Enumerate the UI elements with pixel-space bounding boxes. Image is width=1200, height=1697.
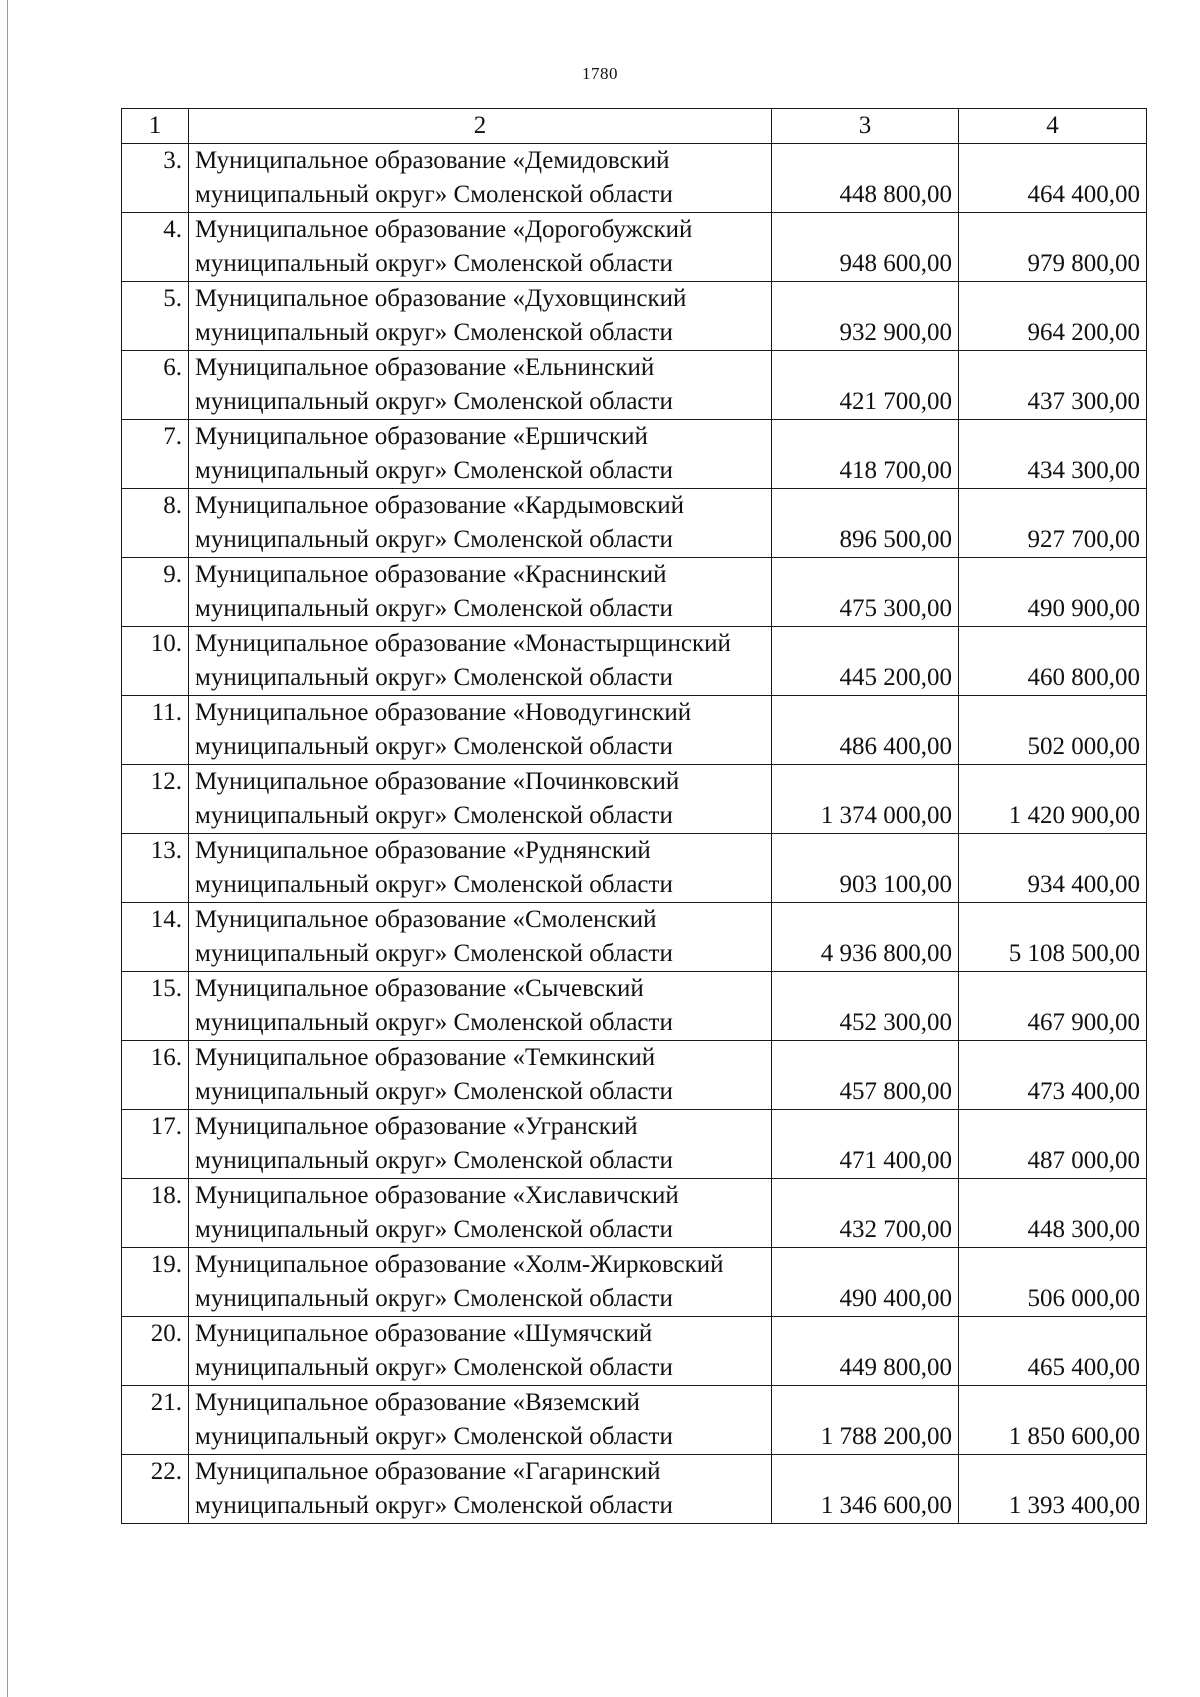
municipality-name-cell: Муниципальное образование «Шумячский муниципальный округ» Смоленской области (189, 1317, 772, 1386)
amount-col3-cell: 452 300,00 (772, 972, 959, 1041)
amount-col4-cell: 434 300,00 (959, 420, 1147, 489)
amount-col3-cell: 948 600,00 (772, 213, 959, 282)
municipality-name-cell: Муниципальное образование «Дорогобужский муниципальный округ» Смоленской области (189, 213, 772, 282)
amount-col4-cell: 979 800,00 (959, 213, 1147, 282)
row-number-cell: 13. (122, 834, 189, 903)
amount-col4-cell: 506 000,00 (959, 1248, 1147, 1317)
row-number-cell: 21. (122, 1386, 189, 1455)
municipality-name-cell: Муниципальное образование «Кардымовский муниципальный округ» Смоленской области (189, 489, 772, 558)
table-row (122, 1455, 1147, 1524)
row-number-cell: 12. (122, 765, 189, 834)
amount-col4-cell: 467 900,00 (959, 972, 1147, 1041)
table-row (122, 972, 1147, 1041)
municipality-name-cell: Муниципальное образование «Угранский муниципальный округ» Смоленской области (189, 1110, 772, 1179)
table-row (122, 489, 1147, 558)
table-row (122, 351, 1147, 420)
table-row (122, 1179, 1147, 1248)
row-number-cell: 4. (122, 213, 189, 282)
amount-col4-cell: 448 300,00 (959, 1179, 1147, 1248)
amount-col3-cell: 448 800,00 (772, 144, 959, 213)
amount-col4-cell: 437 300,00 (959, 351, 1147, 420)
amount-col3-cell: 418 700,00 (772, 420, 959, 489)
table-row (122, 1386, 1147, 1455)
municipality-name-cell: Муниципальное образование «Темкинский муниципальный округ» Смоленской области (189, 1041, 772, 1110)
row-number-cell: 14. (122, 903, 189, 972)
amount-col3-cell: 1 788 200,00 (772, 1386, 959, 1455)
amount-col3-cell: 457 800,00 (772, 1041, 959, 1110)
header-col-2: 2 (189, 109, 772, 144)
row-number-cell: 20. (122, 1317, 189, 1386)
municipality-name-cell: Муниципальное образование «Ершичский муниципальный округ» Смоленской области (189, 420, 772, 489)
amount-col3-cell: 449 800,00 (772, 1317, 959, 1386)
amount-col4-cell: 465 400,00 (959, 1317, 1147, 1386)
allocation-table (121, 108, 1147, 1524)
amount-col4-cell: 1 850 600,00 (959, 1386, 1147, 1455)
row-number-cell: 8. (122, 489, 189, 558)
row-number-cell: 9. (122, 558, 189, 627)
municipality-name-cell: Муниципальное образование «Холм-Жирковский муниципальный округ» Смоленской области (189, 1248, 772, 1317)
page-number: 1780 (582, 64, 618, 83)
table-body (122, 144, 1147, 1524)
amount-col3-cell: 4 936 800,00 (772, 903, 959, 972)
table-row (122, 213, 1147, 282)
table-row (122, 558, 1147, 627)
municipality-name-cell: Муниципальное образование «Новодугинский муниципальный округ» Смоленской области (189, 696, 772, 765)
amount-col4-cell: 460 800,00 (959, 627, 1147, 696)
amount-col4-cell: 1 420 900,00 (959, 765, 1147, 834)
row-number-cell: 17. (122, 1110, 189, 1179)
header-col-3: 3 (772, 109, 959, 144)
municipality-name-cell: Муниципальное образование «Духовщинский муниципальный округ» Смоленской области (189, 282, 772, 351)
table-row (122, 627, 1147, 696)
row-number-cell: 16. (122, 1041, 189, 1110)
amount-col4-cell: 927 700,00 (959, 489, 1147, 558)
amount-col3-cell: 1 374 000,00 (772, 765, 959, 834)
municipality-name-cell: Муниципальное образование «Руднянский муниципальный округ» Смоленской области (189, 834, 772, 903)
row-number-cell: 19. (122, 1248, 189, 1317)
amount-col3-cell: 1 346 600,00 (772, 1455, 959, 1524)
amount-col3-cell: 490 400,00 (772, 1248, 959, 1317)
row-number-cell: 22. (122, 1455, 189, 1524)
amount-col4-cell: 1 393 400,00 (959, 1455, 1147, 1524)
row-number-cell: 6. (122, 351, 189, 420)
table-row (122, 834, 1147, 903)
amount-col4-cell: 964 200,00 (959, 282, 1147, 351)
municipality-name-cell: Муниципальное образование «Хиславичский муниципальный округ» Смоленской области (189, 1179, 772, 1248)
row-number-cell: 10. (122, 627, 189, 696)
amount-col3-cell: 486 400,00 (772, 696, 959, 765)
table-row (122, 765, 1147, 834)
amount-col4-cell: 934 400,00 (959, 834, 1147, 903)
header-col-1: 1 (122, 109, 189, 144)
row-number-cell: 3. (122, 144, 189, 213)
amount-col3-cell: 421 700,00 (772, 351, 959, 420)
row-number-cell: 7. (122, 420, 189, 489)
municipality-name-cell: Муниципальное образование «Ельнинский муниципальный округ» Смоленской области (189, 351, 772, 420)
table-row (122, 1041, 1147, 1110)
amount-col4-cell: 473 400,00 (959, 1041, 1147, 1110)
header-col-4: 4 (959, 109, 1147, 144)
municipality-name-cell: Муниципальное образование «Гагаринский муниципальный округ» Смоленской области (189, 1455, 772, 1524)
amount-col3-cell: 932 900,00 (772, 282, 959, 351)
table-row (122, 420, 1147, 489)
table-row (122, 144, 1147, 213)
municipality-name-cell: Муниципальное образование «Монастырщинский муниципальный округ» Смоленской области (189, 627, 772, 696)
row-number-cell: 11. (122, 696, 189, 765)
municipality-name-cell: Муниципальное образование «Демидовский муниципальный округ» Смоленской области (189, 144, 772, 213)
municipality-name-cell: Муниципальное образование «Починковский муниципальный округ» Смоленской области (189, 765, 772, 834)
municipality-name-cell: Муниципальное образование «Краснинский муниципальный округ» Смоленской области (189, 558, 772, 627)
amount-col4-cell: 502 000,00 (959, 696, 1147, 765)
municipality-name-cell: Муниципальное образование «Сычевский муниципальный округ» Смоленской области (189, 972, 772, 1041)
row-number-cell: 18. (122, 1179, 189, 1248)
municipality-name-cell: Муниципальное образование «Смоленский муниципальный округ» Смоленской области (189, 903, 772, 972)
amount-col3-cell: 903 100,00 (772, 834, 959, 903)
amount-col3-cell: 475 300,00 (772, 558, 959, 627)
table-row (122, 903, 1147, 972)
amount-col3-cell: 445 200,00 (772, 627, 959, 696)
table-row (122, 1317, 1147, 1386)
amount-col3-cell: 471 400,00 (772, 1110, 959, 1179)
table-row (122, 1110, 1147, 1179)
table-row (122, 1248, 1147, 1317)
row-number-cell: 5. (122, 282, 189, 351)
amount-col4-cell: 487 000,00 (959, 1110, 1147, 1179)
table-row (122, 282, 1147, 351)
amount-col4-cell: 464 400,00 (959, 144, 1147, 213)
amount-col4-cell: 490 900,00 (959, 558, 1147, 627)
amount-col3-cell: 432 700,00 (772, 1179, 959, 1248)
municipality-name-cell: Муниципальное образование «Вяземский муниципальный округ» Смоленской области (189, 1386, 772, 1455)
scan-edge-line (7, 0, 8, 1697)
table-header-row (122, 109, 1147, 144)
amount-col3-cell: 896 500,00 (772, 489, 959, 558)
amount-col4-cell: 5 108 500,00 (959, 903, 1147, 972)
row-number-cell: 15. (122, 972, 189, 1041)
table-row (122, 696, 1147, 765)
